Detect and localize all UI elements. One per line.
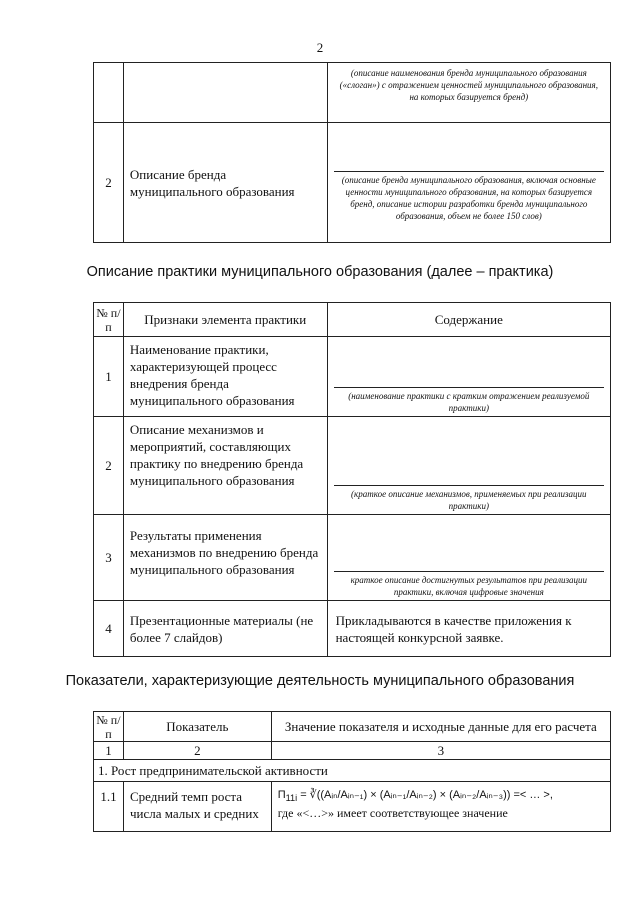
field-note: (описание наименования бренда муниципального образования («слоган») с отражением ценностей муниципального образования, на которых базируется бренд) xyxy=(339,68,598,102)
formula-lhs: П xyxy=(277,789,286,801)
entry-field[interactable] xyxy=(328,417,610,485)
indicators-heading: Показатели, характеризующие деятельность муниципального образования xyxy=(65,673,575,689)
table-row xyxy=(94,782,611,832)
index-cell: 3 xyxy=(271,742,610,760)
entry-field[interactable] xyxy=(328,123,610,171)
row-number: 2 xyxy=(94,417,124,515)
col-header-content: Содержание xyxy=(327,303,610,337)
page-number: 2 xyxy=(316,40,324,55)
row-number: 1 xyxy=(94,337,124,417)
row-number: 3 xyxy=(94,515,124,601)
index-cell: 2 xyxy=(123,742,271,760)
practice-heading: Описание практики муниципального образования (далее – практика) xyxy=(86,264,554,280)
col-header-feature: Признаки элемента практики xyxy=(123,303,327,337)
indicators-table xyxy=(93,711,611,832)
practice-table xyxy=(93,302,611,657)
table-row xyxy=(94,123,611,243)
field-note: (краткое описание механизмов, применяемых при реализации практики) xyxy=(334,485,604,514)
col-header-num: № п/п xyxy=(94,303,124,337)
row-label: Описание механизмов и мероприятий, составляющих практику по внедрению бренда муниципального образования xyxy=(123,417,327,515)
row-number: 1.1 xyxy=(94,782,124,832)
row-label xyxy=(123,63,327,123)
col-header-num: № п/п xyxy=(94,712,124,742)
table-header-row xyxy=(94,303,611,337)
table-row xyxy=(94,417,611,515)
index-cell: 1 xyxy=(94,742,124,760)
row-label: Описание бренда муниципального образования xyxy=(123,123,327,243)
table-row xyxy=(94,601,611,657)
table-header-row xyxy=(94,712,611,742)
formula-where: где «<…>» имеет соответствующее значение xyxy=(277,806,508,821)
row-label: Средний темп роста числа малых и средних xyxy=(123,782,271,832)
field-note: краткое описание достигнутых результатов при реализации практики, включая цифровые значения xyxy=(334,571,604,600)
field-note: (описание бренда муниципального образования, включая основные ценности муниципального образования, на которых базируется бренд, описание истории разработки бренда муниципального образования, объем не более 150 слов) xyxy=(334,171,604,224)
table-row xyxy=(94,63,611,123)
brand-table xyxy=(93,62,611,243)
row-content xyxy=(327,417,610,515)
row-number xyxy=(94,63,124,123)
table-row xyxy=(94,337,611,417)
field-note: (наименование практики с кратким отражением реализуемой практики) xyxy=(334,387,604,416)
row-content xyxy=(327,63,610,123)
index-row xyxy=(94,742,611,760)
formula-subscript: 11i xyxy=(285,793,298,804)
row-label: Наименование практики, характеризующей процесс внедрения бренда муниципального образования xyxy=(123,337,327,417)
row-label: Презентационные материалы (не более 7 слайдов) xyxy=(123,601,327,657)
col-header-indicator: Показатель xyxy=(123,712,271,742)
row-content xyxy=(327,515,610,601)
table-row xyxy=(94,515,611,601)
col-header-value: Значение показателя и исходные данные для его расчета xyxy=(271,712,610,742)
entry-field[interactable] xyxy=(328,515,610,571)
formula xyxy=(272,782,610,803)
row-content xyxy=(271,782,610,832)
row-number: 4 xyxy=(94,601,124,657)
row-number: 2 xyxy=(94,123,124,243)
row-label: Результаты применения механизмов по внедрению бренда муниципального образования xyxy=(123,515,327,601)
entry-field[interactable] xyxy=(328,337,610,387)
formula-expression: = ∛((Aᵢₙ/Aᵢₙ₋₁) × (Aᵢₙ₋₁/Aᵢₙ₋₂) × (Aᵢₙ₋₂/Aᵢₙ₋₃)) =< … >, xyxy=(300,789,553,801)
section-title: 1. Рост предпринимательской активности xyxy=(94,760,611,782)
row-content xyxy=(327,123,610,243)
row-content xyxy=(327,337,610,417)
row-content-text: Прикладываются в качестве приложения к настоящей конкурсной заявке. xyxy=(327,601,610,657)
section-row xyxy=(94,760,611,782)
